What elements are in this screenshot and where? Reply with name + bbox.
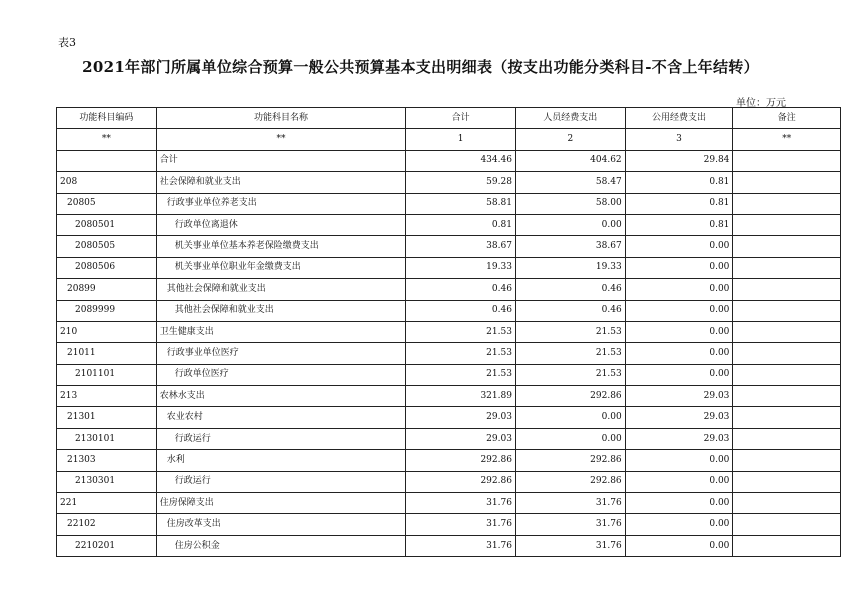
cell-name: 其他社会保障和就业支出 xyxy=(156,300,406,321)
cell-note xyxy=(733,257,841,278)
table-row xyxy=(57,279,841,300)
index-cell: 2 xyxy=(515,129,625,150)
cell-personnel: 0.46 xyxy=(515,300,625,321)
cell-code: 221 xyxy=(57,493,157,514)
cell-name: 卫生健康支出 xyxy=(156,321,406,342)
cell-public: 0.00 xyxy=(625,300,733,321)
cell-total: 29.03 xyxy=(406,428,516,449)
cell-name: 农业农村 xyxy=(156,407,406,428)
cell-note xyxy=(733,471,841,492)
cell-total: 31.76 xyxy=(406,535,516,556)
header-public: 公用经费支出 xyxy=(625,108,733,129)
cell-name: 行政运行 xyxy=(156,428,406,449)
cell-total: 31.76 xyxy=(406,514,516,535)
index-cell: ** xyxy=(733,129,841,150)
cell-total: 0.81 xyxy=(406,214,516,235)
table-row xyxy=(57,493,841,514)
cell-total: 21.53 xyxy=(406,364,516,385)
cell-name: 行政单位医疗 xyxy=(156,364,406,385)
cell-note xyxy=(733,364,841,385)
cell-personnel: 31.76 xyxy=(515,535,625,556)
cell-code: 2130301 xyxy=(57,471,157,492)
cell-public: 29.03 xyxy=(625,386,733,407)
cell-public: 0.00 xyxy=(625,321,733,342)
cell-name: 机关事业单位职业年金缴费支出 xyxy=(156,257,406,278)
cell-code: 20899 xyxy=(57,279,157,300)
cell-public: 0.00 xyxy=(625,257,733,278)
cell-personnel: 0.00 xyxy=(515,407,625,428)
cell-total: 59.28 xyxy=(406,172,516,193)
cell-public: 0.00 xyxy=(625,236,733,257)
table-row xyxy=(57,407,841,428)
table-row xyxy=(57,343,841,364)
table-row xyxy=(57,172,841,193)
cell-public: 0.00 xyxy=(625,471,733,492)
cell-personnel: 292.86 xyxy=(515,471,625,492)
index-row xyxy=(57,129,841,150)
page-title: 2021年部门所属单位综合预算一般公共预算基本支出明细表（按支出功能分类科目-不含上年结转） xyxy=(82,58,759,76)
cell-public: 29.84 xyxy=(625,150,733,171)
cell-public: 0.00 xyxy=(625,279,733,300)
cell-name: 住房保障支出 xyxy=(156,493,406,514)
cell-name: 行政事业单位养老支出 xyxy=(156,193,406,214)
cell-public: 29.03 xyxy=(625,428,733,449)
cell-total: 38.67 xyxy=(406,236,516,257)
table-row xyxy=(57,514,841,535)
cell-total: 58.81 xyxy=(406,193,516,214)
header-note: 备注 xyxy=(733,108,841,129)
cell-note xyxy=(733,321,841,342)
header-row xyxy=(57,108,841,129)
cell-personnel: 21.53 xyxy=(515,343,625,364)
table-row xyxy=(57,535,841,556)
cell-total: 0.46 xyxy=(406,300,516,321)
table-row xyxy=(57,364,841,385)
cell-code: 208 xyxy=(57,172,157,193)
cell-personnel: 31.76 xyxy=(515,514,625,535)
cell-note xyxy=(733,172,841,193)
cell-note xyxy=(733,236,841,257)
cell-note xyxy=(733,214,841,235)
cell-name: 住房公积金 xyxy=(156,535,406,556)
cell-personnel: 0.00 xyxy=(515,214,625,235)
cell-code: 21301 xyxy=(57,407,157,428)
cell-public: 0.00 xyxy=(625,535,733,556)
cell-total: 29.03 xyxy=(406,407,516,428)
cell-personnel: 404.62 xyxy=(515,150,625,171)
cell-personnel: 292.86 xyxy=(515,450,625,471)
table-row xyxy=(57,471,841,492)
table-row xyxy=(57,321,841,342)
cell-personnel: 58.47 xyxy=(515,172,625,193)
cell-name: 合计 xyxy=(156,150,406,171)
cell-note xyxy=(733,493,841,514)
cell-total: 434.46 xyxy=(406,150,516,171)
cell-name: 住房改革支出 xyxy=(156,514,406,535)
header-total: 合计 xyxy=(406,108,516,129)
cell-public: 0.00 xyxy=(625,343,733,364)
cell-public: 0.00 xyxy=(625,493,733,514)
cell-note xyxy=(733,343,841,364)
cell-total: 31.76 xyxy=(406,493,516,514)
index-cell: ** xyxy=(156,129,406,150)
cell-note xyxy=(733,300,841,321)
table-row xyxy=(57,386,841,407)
budget-table xyxy=(56,107,841,557)
cell-total: 21.53 xyxy=(406,343,516,364)
table-row xyxy=(57,150,841,171)
cell-public: 0.00 xyxy=(625,364,733,385)
table-row xyxy=(57,193,841,214)
cell-code: 2080506 xyxy=(57,257,157,278)
cell-note xyxy=(733,150,841,171)
cell-code: 210 xyxy=(57,321,157,342)
index-cell: 1 xyxy=(406,129,516,150)
cell-name: 行政单位离退休 xyxy=(156,214,406,235)
cell-name: 社会保障和就业支出 xyxy=(156,172,406,193)
index-cell: 3 xyxy=(625,129,733,150)
cell-personnel: 19.33 xyxy=(515,257,625,278)
header-name: 功能科目名称 xyxy=(156,108,406,129)
table-row xyxy=(57,214,841,235)
cell-name: 机关事业单位基本养老保险缴费支出 xyxy=(156,236,406,257)
cell-public: 0.81 xyxy=(625,172,733,193)
cell-public: 29.03 xyxy=(625,407,733,428)
cell-total: 321.89 xyxy=(406,386,516,407)
cell-code: 21303 xyxy=(57,450,157,471)
cell-code: 21011 xyxy=(57,343,157,364)
cell-code: 213 xyxy=(57,386,157,407)
cell-personnel: 58.00 xyxy=(515,193,625,214)
cell-note xyxy=(733,428,841,449)
cell-public: 0.00 xyxy=(625,450,733,471)
sheet-label: 表3 xyxy=(58,36,76,49)
table-row xyxy=(57,300,841,321)
cell-note xyxy=(733,514,841,535)
cell-personnel: 31.76 xyxy=(515,493,625,514)
cell-total: 21.53 xyxy=(406,321,516,342)
index-cell: ** xyxy=(57,129,157,150)
cell-personnel: 21.53 xyxy=(515,321,625,342)
table-row xyxy=(57,428,841,449)
cell-name: 农林水支出 xyxy=(156,386,406,407)
header-personnel: 人员经费支出 xyxy=(515,108,625,129)
cell-code: 2089999 xyxy=(57,300,157,321)
cell-personnel: 292.86 xyxy=(515,386,625,407)
cell-personnel: 21.53 xyxy=(515,364,625,385)
cell-name: 水利 xyxy=(156,450,406,471)
cell-public: 0.81 xyxy=(625,214,733,235)
table-row xyxy=(57,236,841,257)
cell-code: 2080501 xyxy=(57,214,157,235)
cell-code: 2101101 xyxy=(57,364,157,385)
cell-name: 行政事业单位医疗 xyxy=(156,343,406,364)
table-row xyxy=(57,257,841,278)
cell-name: 其他社会保障和就业支出 xyxy=(156,279,406,300)
cell-code: 20805 xyxy=(57,193,157,214)
cell-code: 2080505 xyxy=(57,236,157,257)
cell-public: 0.00 xyxy=(625,514,733,535)
cell-code: 2130101 xyxy=(57,428,157,449)
cell-note xyxy=(733,450,841,471)
cell-total: 0.46 xyxy=(406,279,516,300)
cell-total: 19.33 xyxy=(406,257,516,278)
cell-note xyxy=(733,386,841,407)
unit-label: 单位：万元 xyxy=(736,98,786,109)
table-row xyxy=(57,450,841,471)
cell-public: 0.81 xyxy=(625,193,733,214)
cell-code xyxy=(57,150,157,171)
cell-personnel: 38.67 xyxy=(515,236,625,257)
cell-name: 行政运行 xyxy=(156,471,406,492)
cell-personnel: 0.00 xyxy=(515,428,625,449)
header-code: 功能科目编码 xyxy=(57,108,157,129)
cell-code: 22102 xyxy=(57,514,157,535)
cell-code: 2210201 xyxy=(57,535,157,556)
cell-note xyxy=(733,535,841,556)
cell-personnel: 0.46 xyxy=(515,279,625,300)
cell-note xyxy=(733,193,841,214)
cell-note xyxy=(733,279,841,300)
cell-total: 292.86 xyxy=(406,471,516,492)
cell-note xyxy=(733,407,841,428)
cell-total: 292.86 xyxy=(406,450,516,471)
